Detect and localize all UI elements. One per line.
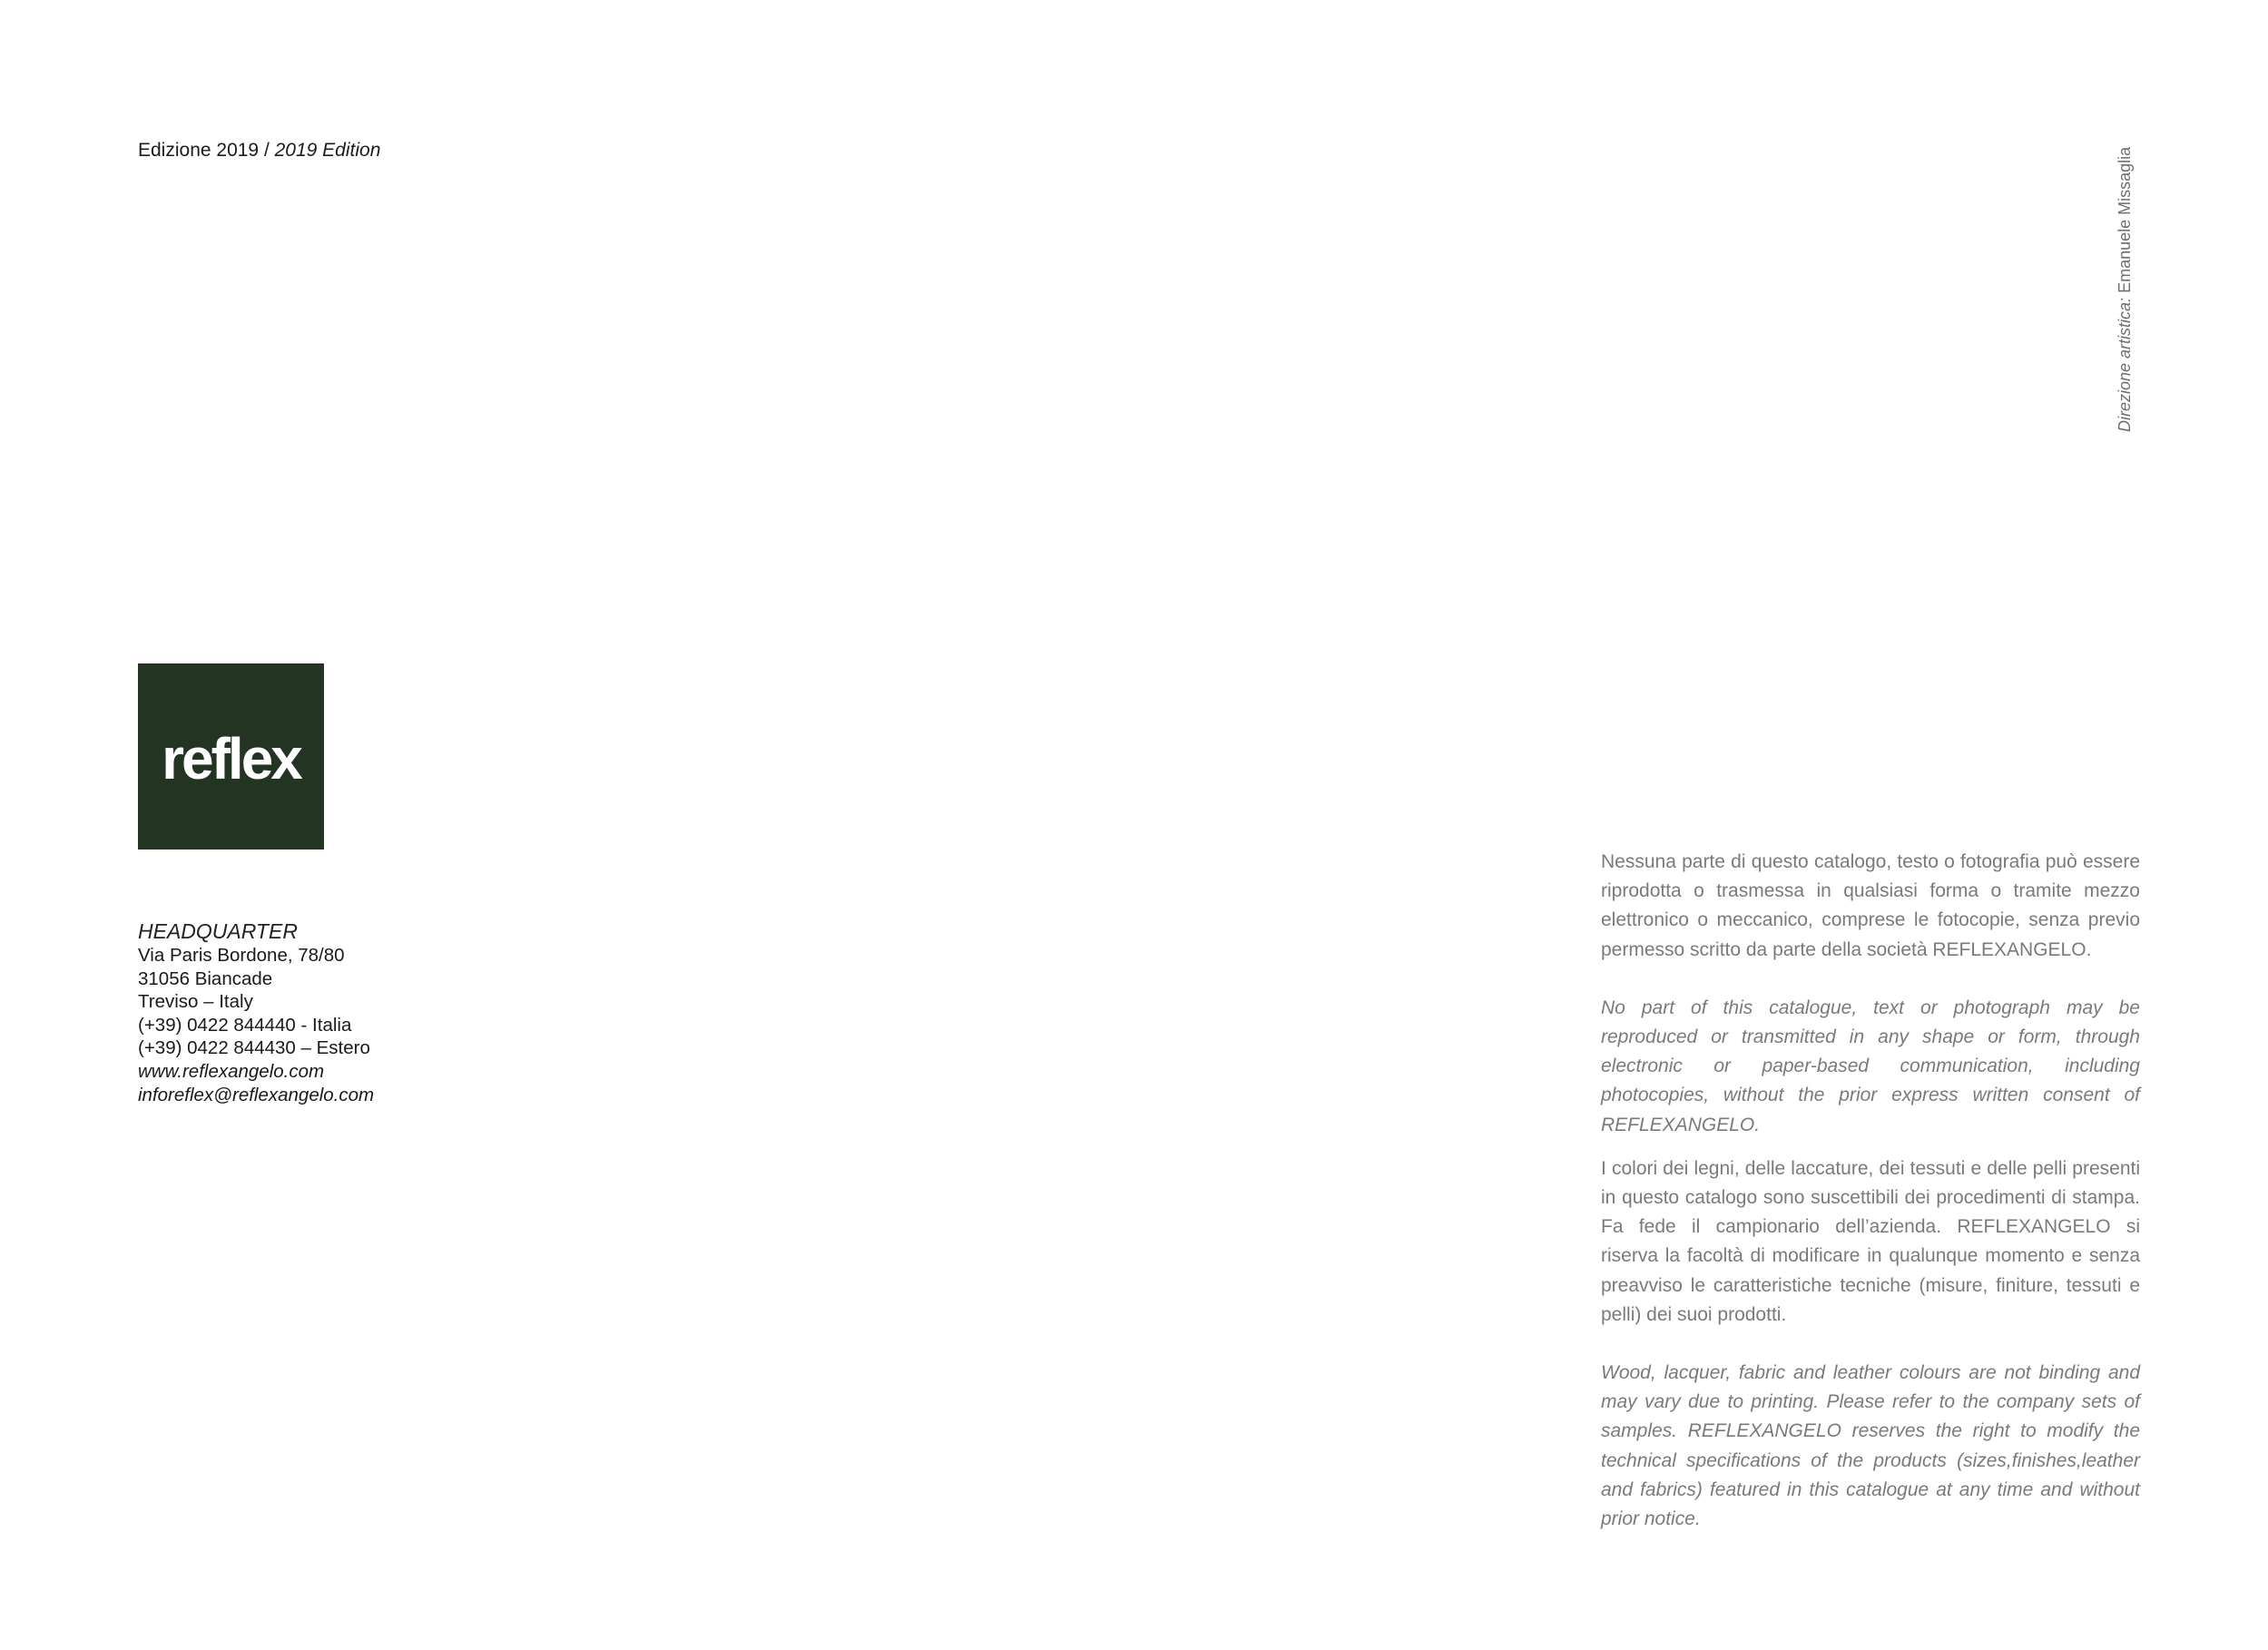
reflex-logo (138, 663, 324, 850)
credit-name: Emanuele Missaglia (2116, 146, 2134, 293)
website-link[interactable]: www.reflexangelo.com (138, 1060, 325, 1082)
edition-en: 2019 Edition (274, 140, 381, 161)
address-street: Via Paris Bordone, 78/80 (138, 945, 345, 966)
email-link[interactable]: inforeflex@reflexangelo.com (138, 1084, 375, 1105)
headquarter-title: HEADQUARTER (138, 919, 298, 943)
copyright-notice-en: No part of this catalogue, text or photograph may be reproduced or transmitted in any shape or form, through electronic or paper-based communication, including photocopies, without the prior express written consent of REFLEXANGELO. (1601, 997, 2140, 1135)
edition-label (138, 138, 380, 163)
colours-notice-it: I colori dei legni, delle laccature, dei tessuti e delle pelli presenti in questo catalogo sono suscettibili dei procedimenti di stampa. Fa fede il campionario dell’azienda. REFLEXANGELO si riserva la facoltà di modificare in qualunque momento e senza preavviso le caratteristiche tecniche (misure, finiture, tessuti e pelli) dei suoi prodotti. (1601, 1157, 2140, 1325)
edition-it: Edizione 2019 / (138, 140, 270, 161)
address-city: 31056 Biancade (138, 967, 273, 989)
art-direction-credit (2114, 147, 2135, 432)
address-region: Treviso – Italy (138, 991, 253, 1013)
headquarter-block (138, 918, 374, 1106)
colours-notice-en: Wood, lacquer, fabric and leather colours are not binding and may vary due to printing. Please refer to the company sets of samples. REFLEXANGELO reserves the right to modify the technical specifications of the products (sizes,finishes,leather and fabrics) featured in this catalogue at any time and without prior notice. (1601, 1362, 2140, 1530)
logo-text: reflex (162, 725, 300, 791)
phone-italy: (+39) 0422 844440 - Italia (138, 1014, 352, 1036)
credit-role: Direzione artistica: (2116, 297, 2134, 432)
legal-notice (1601, 848, 2140, 1534)
copyright-notice-it: Nessuna parte di questo catalogo, testo o fotografia può essere riprodotta o trasmessa in qualsiasi forma o tramite mezzo elettronico o meccanico, comprese le fotocopie, senza previo permesso scritto da parte della società REFLEXANGELO. (1601, 851, 2140, 960)
phone-abroad: (+39) 0422 844430 – Estero (138, 1037, 370, 1059)
